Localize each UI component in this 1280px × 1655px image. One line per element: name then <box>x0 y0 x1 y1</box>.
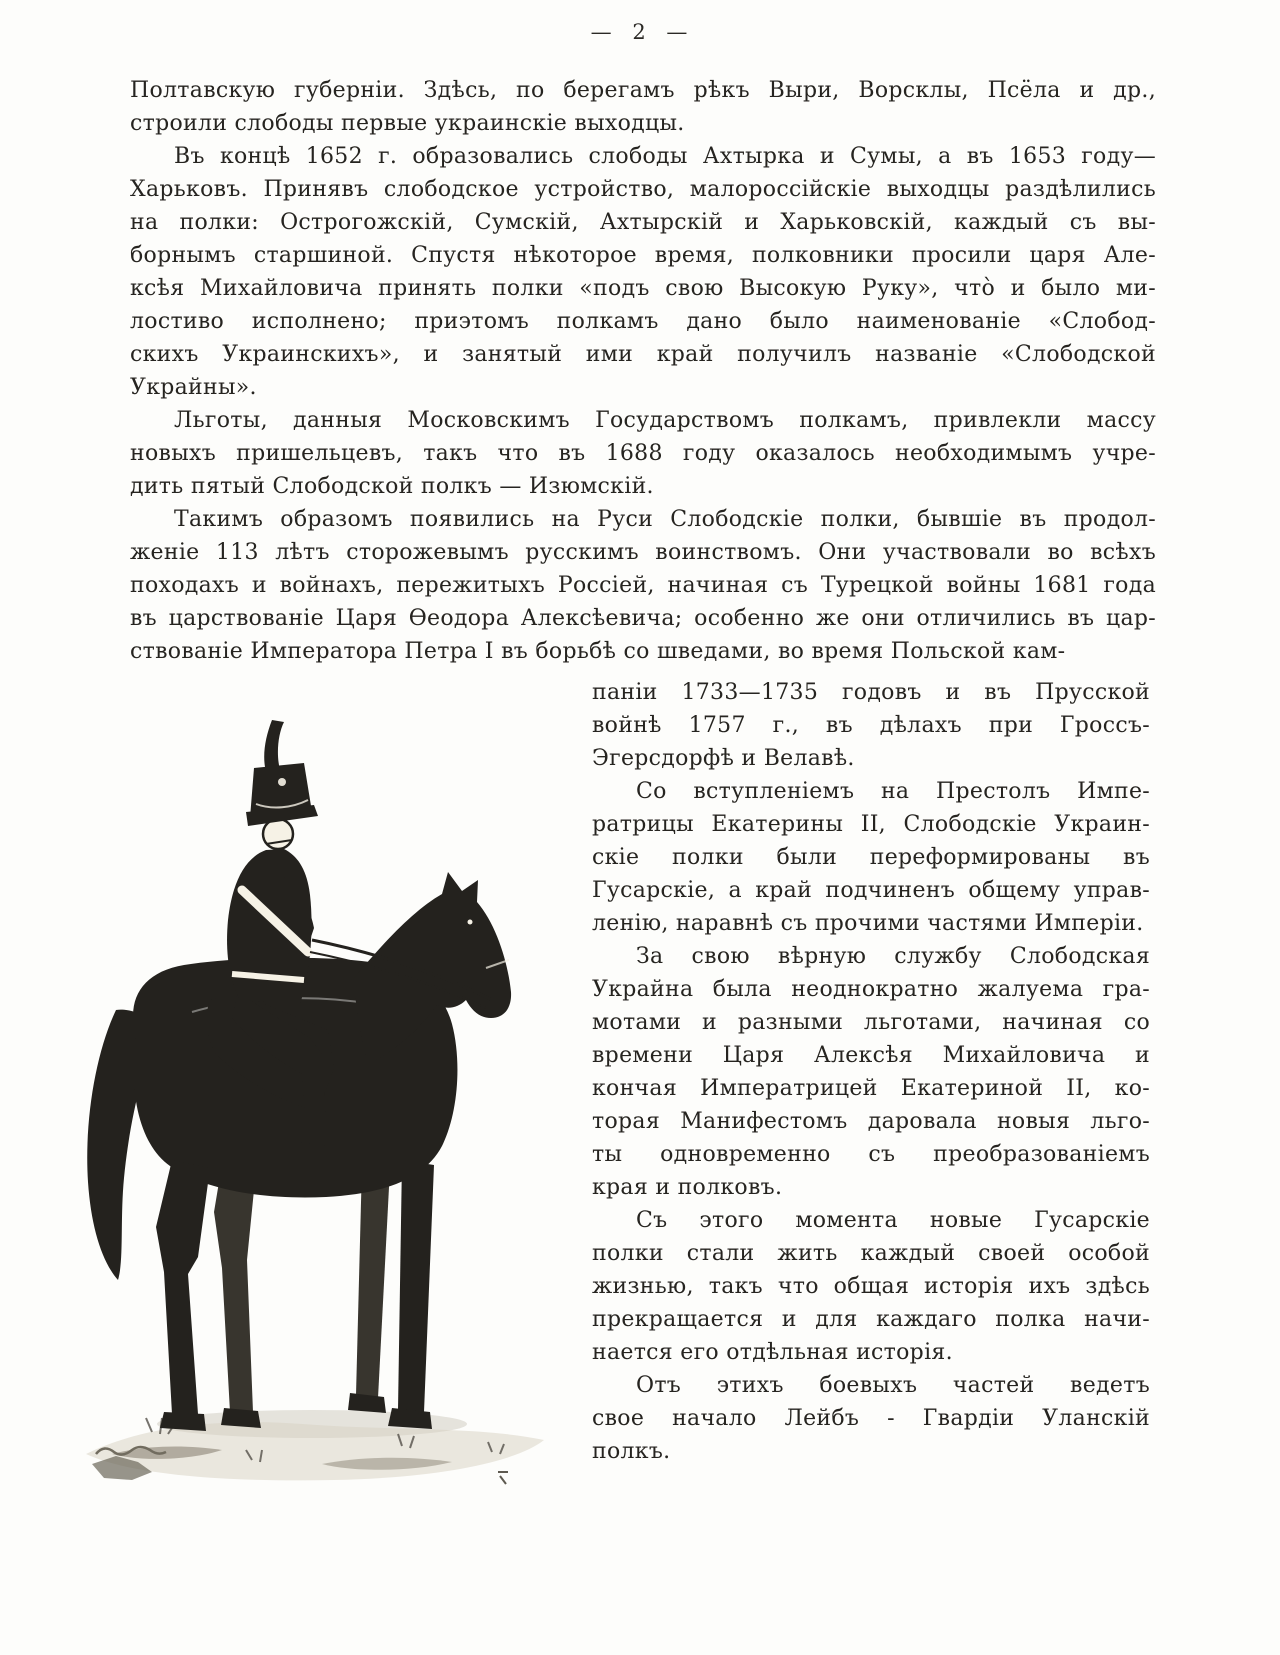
text-line: на полки: Острогожскій, Сумскій, Ахтырскій и Харьковскій, каждый съ вы- <box>130 210 1156 235</box>
text-line: скіе полки были переформированы въ <box>592 845 1150 870</box>
text-line: Въ концѣ 1652 г. образовались слободы Ахтырка и Сумы, а въ 1653 году— <box>174 144 1156 169</box>
text-line: ленію, наравнѣ съ прочими частями Имперіи. <box>592 911 1144 936</box>
text-line: жизнью, такъ что общая исторія ихъ здѣсь <box>592 1274 1150 1299</box>
text-line: Харьковъ. Принявъ слободское устройство, малороссійскіе выходцы раздѣлились <box>130 177 1156 202</box>
paragraph <box>130 503 1156 668</box>
text-line: ты одновременно съ преобразованіемъ <box>592 1142 1150 1167</box>
paragraph <box>592 1369 1150 1468</box>
text-line: новыхъ пришельцевъ, такъ что въ 1688 году оказалось необходимымъ учре- <box>130 441 1156 466</box>
text-line: Такимъ образомъ появились на Руси Слободскіе полки, бывшіе въ продол- <box>174 507 1156 532</box>
text-line: полки стали жить каждый своей особой <box>592 1241 1150 1266</box>
text-line: Отъ этихъ боевыхъ частей ведетъ <box>636 1373 1150 1398</box>
text-line: походахъ и войнахъ, пережитыхъ Россіей, начиная съ Турецкой войны 1681 года <box>130 573 1156 598</box>
text-line: прекращается и для каждаго полка начи- <box>592 1307 1150 1332</box>
text-line: ствованіе Императора Петра I въ борьбѣ со шведами, во время Польской кам- <box>130 639 1066 664</box>
text-line: полкъ. <box>592 1439 671 1464</box>
text-line: женіе 113 лѣтъ сторожевымъ русскимъ воинствомъ. Они участвовали во всѣхъ <box>130 540 1156 565</box>
text-line: торая Манифестомъ даровала новыя льго- <box>592 1109 1150 1134</box>
page-number: — 2 — <box>590 20 690 44</box>
text-line: Украйна была неоднократно жалуема гра- <box>592 977 1150 1002</box>
text-line: кончая Императрицей Екатериной II, ко- <box>592 1076 1150 1101</box>
text-line: Полтавскую губерніи. Здѣсь, по берегамъ рѣкъ Выри, Ворсклы, Псёла и др., <box>130 78 1156 103</box>
text-line: Со вступленіемъ на Престолъ Импе- <box>636 779 1150 804</box>
text-line: Эгерсдорфѣ и Велавѣ. <box>592 746 855 771</box>
text-line: строили слободы первые украинскіе выходцы. <box>130 111 685 136</box>
text-line: скихъ Украинскихъ», и занятый ими край получилъ названіе «Слободской <box>130 342 1156 367</box>
text-line: ратрицы Екатерины II, Слободскіе Украин- <box>592 812 1150 837</box>
paragraph <box>130 404 1156 503</box>
full-text-column <box>130 74 1156 668</box>
text-line: дить пятый Слободской полкъ — Изюмскій. <box>130 474 654 499</box>
text-line: лостиво исполнено; приэтомъ полкамъ дано было наименованіе «Слобод- <box>130 309 1156 334</box>
paragraph <box>130 74 1156 140</box>
text-line: нается его отдѣльная исторія. <box>592 1340 953 1365</box>
text-line: За свою вѣрную службу Слободская <box>636 944 1150 969</box>
text-line: войнѣ 1757 г., въ дѣлахъ при Гроссъ- <box>592 713 1150 738</box>
text-line: мотами и разными льготами, начиная со <box>592 1010 1150 1035</box>
paragraph <box>592 1204 1150 1369</box>
text-line: времени Царя Алексѣя Михайловича и <box>592 1043 1150 1068</box>
text-line: Украйны». <box>130 375 257 400</box>
horse-and-rider-drawing <box>72 712 564 1518</box>
text-line: свое начало Лейбъ - Гвардіи Уланскій <box>592 1406 1150 1431</box>
text-line: ксѣя Михайловича принять полки «подъ свою Высокую Руку», что̀ и было ми- <box>130 276 1156 301</box>
text-line: паніи 1733—1735 годовъ и въ Прусской <box>592 680 1150 705</box>
paragraph <box>592 775 1150 940</box>
text-line: Съ этого момента новые Гусарскіе <box>636 1208 1150 1233</box>
uhlan-illustration <box>72 712 564 1518</box>
text-line: Льготы, данныя Московскимъ Государствомъ полкамъ, привлекли массу <box>174 408 1156 433</box>
text-line: края и полковъ. <box>592 1175 783 1200</box>
paragraph <box>592 676 1150 775</box>
narrow-text-column <box>592 676 1150 1468</box>
text-line: борнымъ старшиной. Спустя нѣкоторое время, полковники просили царя Але- <box>130 243 1156 268</box>
text-line: Гусарскіе, а край подчиненъ общему управ- <box>592 878 1150 903</box>
paragraph <box>130 140 1156 404</box>
paragraph <box>592 940 1150 1204</box>
text-line: въ царствованіе Царя Ѳеодора Алексѣевича; особенно же они отличились въ цар- <box>130 606 1156 631</box>
